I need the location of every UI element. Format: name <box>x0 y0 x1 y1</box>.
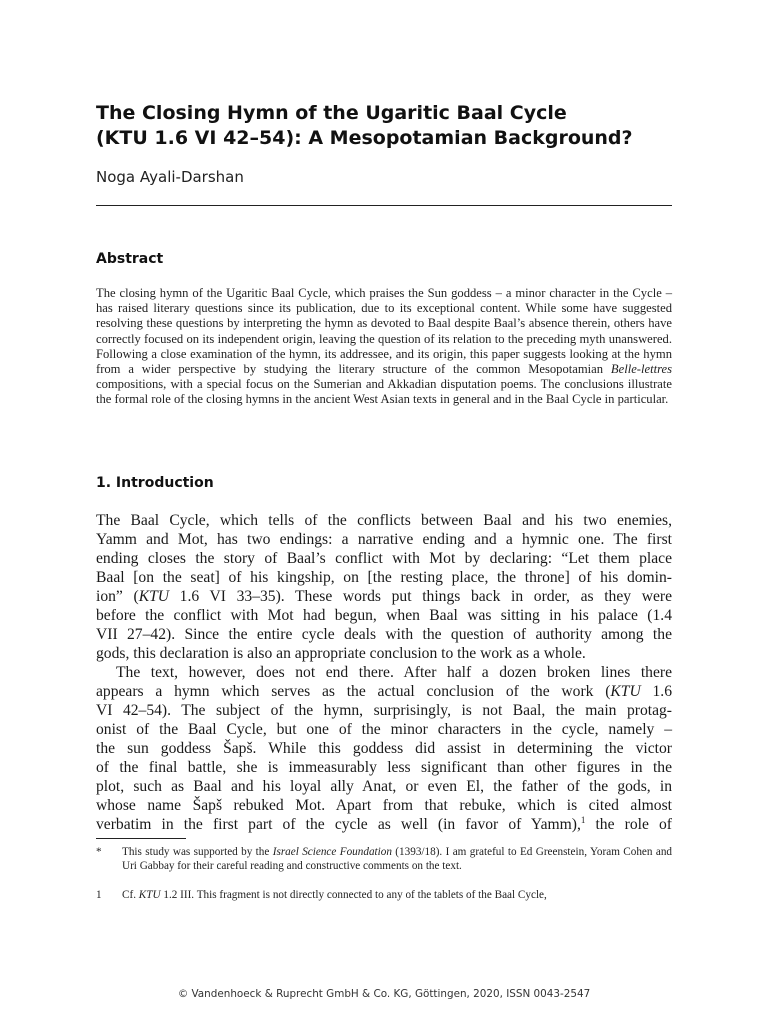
body-line-text: appears a hymn which serves as the actual conclusion of the work ( <box>96 683 611 700</box>
body-line: Yamm and Mot, has two endings: a narrative ending and a hymnic one. The first <box>96 531 672 548</box>
footnote-text-part: This study was supported by the <box>122 846 273 858</box>
footnote-1 <box>96 889 672 903</box>
body-text <box>96 511 672 834</box>
footnote-text <box>122 889 672 903</box>
body-line: plot, such as Baal and his loyal ally Anat, or even El, the father of the gods, in <box>96 778 672 795</box>
body-line-text: the role of <box>585 816 672 833</box>
body-line-text: 1.6 <box>640 683 673 700</box>
body-line: of the final battle, she is immeasurably less significant than other figures in the <box>96 759 672 776</box>
body-line <box>96 587 672 606</box>
body-line: VII 27–42). Since the entire cycle deals with the question of authority among the <box>96 626 672 643</box>
abstract-text <box>96 286 672 408</box>
body-line <box>96 815 672 834</box>
body-line <box>96 682 672 701</box>
abstract-italic-term: Belle-lettres <box>610 362 672 377</box>
body-line: ending closes the story of Baal’s conflict with Mot by declaring: “Let them place <box>96 550 672 567</box>
body-italic: KTU <box>610 683 641 700</box>
footnote-divider <box>96 838 186 839</box>
body-line: before the conflict with Mot had begun, when Baal was sitting in his palace (1.4 <box>96 607 672 624</box>
abstract-heading: Abstract <box>96 251 164 267</box>
body-line: The text, however, does not end there. After half a dozen broken lines there <box>116 664 672 681</box>
body-line: Baal [on the seat] of his kingship, on [the resting place, the throne] of his domin- <box>96 569 672 586</box>
body-line: whose name Šapš rebuked Mot. Apart from that rebuke, which is cited almost <box>96 797 672 814</box>
body-line: onist of the Baal Cycle, but one of the minor characters in the cycle, namely – <box>96 721 672 738</box>
footnote-text-part: Cf. <box>122 889 139 901</box>
body-line-text: verbatim in the first part of the cycle as well (in favor of Yamm), <box>96 816 581 833</box>
article-title-line-2: (KTU 1.6 VI 42–54): A Mesopotamian Background? <box>96 127 633 149</box>
body-italic: KTU <box>138 588 170 605</box>
footnote-text-part: (1393/18). I am grateful to Ed Greenstein, Yoram Cohen and Uri Gabbay for their careful reading and constructive comments on the text. <box>122 846 673 872</box>
footnote-marker: * <box>96 846 102 858</box>
body-line-text: ion” ( <box>96 588 139 605</box>
footnote-text-part: 1.2 III. This fragment is not directly connected to any of the tablets of the Baal Cycle, <box>160 889 547 901</box>
title-divider <box>96 205 672 206</box>
body-line-text: 1.6 VI 33–35). These words put things back in order, as they were <box>169 588 672 605</box>
footnote-marker: 1 <box>96 889 102 901</box>
footnote-star <box>96 846 672 873</box>
body-line: VI 42–54). The subject of the hymn, surprisingly, is not Baal, the main protag- <box>96 702 672 719</box>
footnote-ref[interactable]: 1 <box>580 814 586 825</box>
copyright-footer: © Vandenhoeck & Ruprecht GmbH & Co. KG, Göttingen, 2020, ISSN 0043-2547 <box>177 988 591 1000</box>
body-line: the sun goddess Šapš. While this goddess did assist in determining the victor <box>96 740 672 757</box>
article-title-line-1: The Closing Hymn of the Ugaritic Baal Cycle <box>96 102 567 124</box>
body-line: The Baal Cycle, which tells of the conflicts between Baal and his two enemies, <box>96 512 672 529</box>
footnote-italic: KTU <box>138 889 161 901</box>
body-line: gods, this declaration is also an appropriate conclusion to the work as a whole. <box>96 645 586 662</box>
footnote-italic: Israel Science Foundation <box>272 846 392 858</box>
author-name: Noga Ayali-Darshan <box>96 168 244 186</box>
article-title <box>96 101 696 151</box>
footnote-text <box>122 846 672 873</box>
section-heading: 1. Introduction <box>96 475 214 491</box>
abstract-text-part-2: compositions, with a special focus on the Sumerian and Akkadian disputation poems. The conclusions illustrate the formal role of the closing hymns in the ancient West Asian texts in general and in the Baal Cycle in particular. <box>96 377 672 407</box>
abstract-text-part-1: The closing hymn of the Ugaritic Baal Cycle, which praises the Sun goddess – a minor character in the Cycle – has raised literary questions since its publication, due to its exceptional content. While some have suggested resolving these questions by interpreting the hymn as devoted to Baal despite Baal’s absence therein, others have correctly focused on its independent origin, leaving the question of its relation to the preceding myth unanswered. Following a close examination of the hymn, its addressee, and its origin, this paper suggests looking at the hymn from a wider perspective by studying the literary structure of the common Mesopotamian <box>96 286 672 377</box>
